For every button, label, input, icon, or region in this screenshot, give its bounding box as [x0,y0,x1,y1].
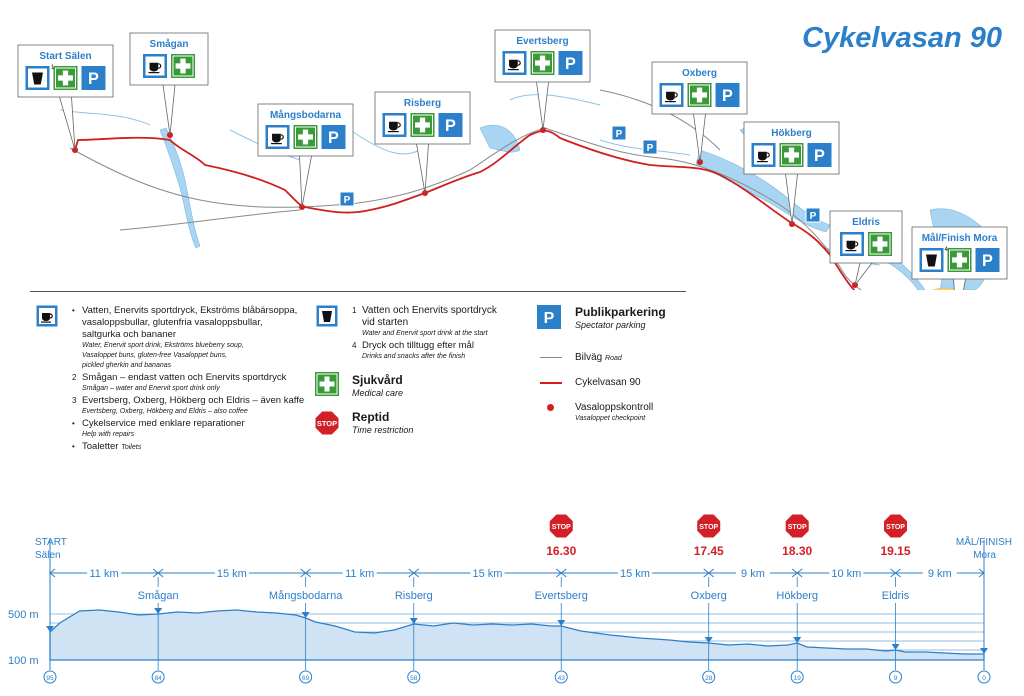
bike-service-en: Help with repairs [82,431,135,438]
parking-letter: P [646,143,654,154]
checkpoint-name: Hökberg [776,590,818,602]
roads [70,90,955,290]
stop-text: STOP [316,419,338,428]
km-label: 19 [793,675,801,682]
legend-start-finish [352,305,522,363]
cutoff-time: 18.30 [782,544,813,558]
medical-label-en: Medical care [352,388,404,398]
legend-item-coffee [72,395,310,417]
medical-label: Sjukvård [352,373,403,387]
station-callout [744,122,839,224]
time-label: Reptid [352,410,390,424]
superscript: 3 [72,396,77,405]
parking-label: Publikparkering [575,305,666,319]
parking-letter: P [543,310,555,327]
parking-letter: P [343,195,351,206]
legend-refreshments [72,305,310,455]
page-title: Cykelvasan 90 [802,22,1002,54]
cutoff-time: 19.15 [880,544,911,558]
cutoff-time: 17.45 [693,544,724,558]
checkpoint-name: Smågan [137,590,179,602]
medical-cross-icon [948,248,972,272]
checkpoint-name: Evertsberg [534,590,588,602]
legend-item-finish-drink [352,340,522,362]
elevation-profile [0,490,1024,696]
finish-drink-en: Drinks and snacks after the finish [362,353,466,360]
map-parking-marker [340,192,354,206]
medical-cross-icon [688,83,712,107]
parking-letter: P [809,211,817,222]
legend-item-refreshment [72,305,310,371]
refreshment-en: Water, Enervit sport drink, Ekströms blueberry soup, [82,342,244,349]
cup-start-icon [316,305,338,327]
km-label: 0 [982,675,986,682]
superscript: 1 [352,306,357,315]
y-label: 500 m [8,609,39,621]
legend-item-smagan [72,372,310,394]
checkpoint-dot-icon [547,404,554,411]
route-line-icon [540,382,562,384]
refreshment-line: vasaloppsbullar, glutenfria vasaloppsbullar, [82,317,263,328]
legend-parking [575,306,666,330]
cup-start-icon [26,66,50,90]
start-drink: vid starten [362,317,409,328]
segment-label: 15 km [619,568,650,580]
km-label: 95 [46,675,54,682]
parking-letter: P [615,129,623,140]
station-name: Mål/Finish Mora [921,233,998,244]
superscript: 1 [51,65,55,71]
stop-text: STOP [699,524,719,531]
refreshment-line: Vatten, Enervits sportdryck, Ekströms blåbärsoppa, [82,305,298,316]
station-name: Oxberg [681,68,718,79]
checkpoint-name: Mångsbodarna [268,590,343,602]
checkpoint-label: Vasaloppskontroll [575,402,654,413]
segment-label: 15 km [216,568,247,580]
parking-letter: P [982,252,993,271]
parking-letter: P [88,70,99,89]
station-callout [130,33,208,135]
station-callout [18,45,113,150]
station-name: Mångsbodarna [269,110,342,121]
station-callout [652,62,747,162]
smagan-note: Smågan – endast vatten och Enervits sportdryck [82,372,287,383]
segment-label: 11 km [89,568,119,580]
finish-drink: Dryck och tilltugg efter mål [362,340,474,351]
lake-smagan [160,128,200,248]
medical-cross-icon [315,372,339,396]
bullet: • [72,306,75,315]
toilets-en: Toilets [121,444,142,451]
coffee-cup-icon [143,54,167,78]
parking-icon [716,83,740,107]
parking-letter: P [445,117,456,136]
bullet: • [72,442,75,451]
parking-label-en: Spectator parking [575,320,646,330]
smagan-note-en: Smågan – water and Enervit sport drink only [82,385,220,392]
km-label: 84 [154,675,162,682]
start-label: Sälen [35,550,61,561]
parking-letter: P [814,147,825,166]
checkpoint-marker [705,637,713,643]
km-label: 69 [302,675,310,682]
km-label: 9 [893,675,898,682]
medical-cross-icon [171,54,195,78]
road-label: Bilväg [575,352,603,363]
km-label: 28 [705,675,713,682]
medical-cross-icon [868,232,892,256]
segment-label: 9 km [927,568,952,580]
route-label: Cykelvasan 90 [575,377,641,388]
parking-letter: P [328,129,339,148]
cutoff-stop [549,514,573,538]
bullet: • [72,419,75,428]
parking-letter: P [722,87,733,106]
coffee-cup-icon [503,51,527,75]
legend-item-bike-service [72,418,310,440]
road-line-icon [540,357,562,358]
parking-icon [322,125,346,149]
elevation-area [50,610,984,660]
checkpoint-name: Risberg [394,590,433,602]
finish-label: Mora [973,550,996,561]
legend-checkpoint [575,402,653,424]
station-name: Hökberg [771,128,812,139]
road-label-en: Road [605,355,622,362]
medical-cross-icon [294,125,318,149]
superscript: 4 [352,341,357,350]
km-label: 58 [410,675,418,682]
legend-divider [30,291,686,292]
station-callouts [18,30,1007,290]
segment-label: 15 km [472,568,503,580]
station-callout [258,104,353,207]
checkpoint-marker [980,648,988,654]
coffee-cup-icon [752,143,776,167]
cutoff-stop [785,514,809,538]
legend-road [575,352,622,365]
station-callout [375,92,470,193]
map-parking-marker [643,140,657,154]
superscript: 4 [944,247,948,253]
cutoff-stop [884,514,908,538]
station-callout [495,30,590,130]
station-name: Eldris [852,217,880,228]
medical-cross-icon [54,66,78,90]
station-callout [830,211,902,285]
medical-cross-icon [411,113,435,137]
superscript: 2 [72,373,77,382]
cutoff-time: 16.30 [546,544,577,558]
coffee-cup-icon [660,83,684,107]
segment-label: 11 km [345,568,375,580]
medical-cross-icon [531,51,555,75]
coffee-cup-icon [383,113,407,137]
legend-item-toilets [72,441,310,454]
stop-text: STOP [787,524,807,531]
station-name: Start Sälen [39,51,92,62]
cutoff-stop [697,514,721,538]
legend-item-start-drink [352,305,522,339]
checkpoint-label-en: Vasaloppet checkpoint [575,415,646,422]
refreshment-en: pickled gherkin and bananas [82,362,172,369]
coffee-cup-icon [36,305,58,327]
legend-medical [352,374,403,398]
station-callout [912,227,1007,290]
legend-route [575,377,641,389]
parking-letter: P [565,55,576,74]
start-drink: Vatten och Enervits sportdryck [362,305,497,316]
segment-label: 9 km [741,568,765,580]
medical-cross-icon [780,143,804,167]
coffee-cup-icon [266,125,290,149]
checkpoint-name: Oxberg [690,590,727,602]
stream [510,95,600,105]
refreshment-en: Vasaloppet buns, gluten-free Vasaloppet buns, [82,352,228,359]
checkpoint-name: Eldris [881,590,910,602]
parking-icon [808,143,832,167]
finish-label: MÅL/FINISH [955,537,1012,548]
parking-icon [976,248,1000,272]
coffee-note: Evertsberg, Oxberg, Hökberg och Eldris – även kaffe [82,395,305,406]
coffee-note-en: Evertsberg, Oxberg, Hökberg and Eldris – also coffee [82,408,248,415]
stop-text: STOP [551,524,571,531]
road [120,210,300,230]
map-parking-marker [612,126,626,140]
parking-icon [439,113,463,137]
toilets: Toaletter [82,441,119,452]
time-label-en: Time restriction [352,425,414,435]
cup-finish-icon [920,248,944,272]
segment-label: 10 km [831,568,862,580]
stop-text: STOP [886,524,905,531]
station-name: Risberg [403,98,442,109]
stop-sign-icon [314,410,340,436]
station-name: Smågan [149,39,189,50]
start-label: START [35,537,67,548]
refreshment-line: saltgurka och bananer [82,329,177,340]
coffee-cup-icon [840,232,864,256]
map-parking-marker [806,208,820,222]
station-name: Evertsberg [516,36,569,47]
km-label: 43 [557,675,565,682]
parking-icon [537,305,561,329]
parking-icon [82,66,106,90]
start-drink-en: Water and Enervit sport drink at the start [362,330,488,337]
checkpoint-marker [793,637,801,643]
y-label: 100 m [8,655,39,667]
legend-time [352,411,413,435]
parking-icon [559,51,583,75]
checkpoint-marker [892,644,900,650]
bike-service: Cykelservice med enklare reparationer [82,418,245,429]
